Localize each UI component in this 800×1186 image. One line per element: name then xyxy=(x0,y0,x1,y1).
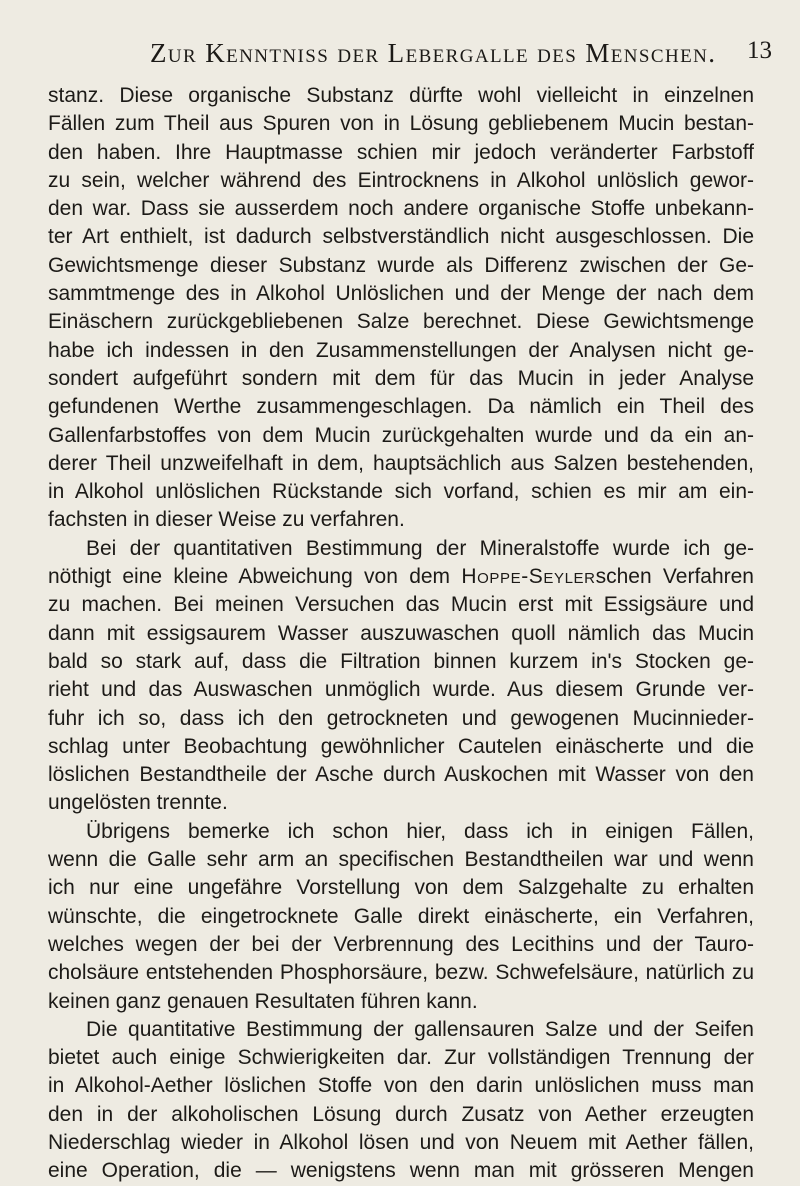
text-line: rieht und das Auswaschen unmöglich wurde. Aus diesem Grunde ver- xyxy=(48,678,754,702)
text-line: in Alkohol-Aether löslichen Stoffe von den darin unlöslichen muss man xyxy=(48,1074,754,1098)
text-line: gefundenen Werthe zusammengeschlagen. Da nämlich ein Theil des xyxy=(48,395,754,419)
text-line: wenn die Galle sehr arm an specifischen Bestandtheilen war und wenn xyxy=(48,848,754,872)
text-line: bietet auch einige Schwierigkeiten dar. Zur vollständigen Trennung der xyxy=(48,1046,754,1070)
text-line: fuhr ich so, dass ich den getrockneten und gewogenen Mucinnieder- xyxy=(48,706,754,730)
text-line: wünschte, die eingetrocknete Galle direkt einäscherte, ein Verfahren, xyxy=(48,904,754,928)
text-line: in Alkohol unlöslichen Rückstande sich vorfand, schien es mir am ein- xyxy=(48,480,754,504)
text-line: ter Art enthielt, ist dadurch selbstverständlich nicht ausgeschlossen. Die xyxy=(48,225,754,249)
text-line: zu machen. Bei meinen Versuchen das Mucin erst mit Essigsäure und xyxy=(48,593,754,617)
text-line: Gallenfarbstoffes von dem Mucin zurückgehalten wurde und da ein an- xyxy=(48,423,754,447)
text-line: welches wegen der bei der Verbrennung des Lecithins und der Tauro- xyxy=(48,932,754,956)
text-line: nöthigt eine kleine Abweichung von dem Hoppe-Seylerschen Verfahren xyxy=(48,565,754,589)
text-line: schlag unter Beobachtung gewöhnlicher Cautelen einäscherte und die xyxy=(48,734,754,758)
body-text xyxy=(48,82,754,1186)
text-line: cholsäure entstehenden Phosphorsäure, bezw. Schwefelsäure, natürlich zu xyxy=(48,961,754,985)
text-line: Übrigens bemerke ich schon hier, dass ich in einigen Fällen, xyxy=(86,819,754,843)
text-line: den in der alkoholischen Lösung durch Zusatz von Aether erzeugten xyxy=(48,1102,754,1126)
text-line: Niederschlag wieder in Alkohol lösen und von Neuem mit Aether fällen, xyxy=(48,1130,754,1154)
text-line: keinen ganz genauen Resultaten führen kann. xyxy=(48,989,478,1013)
text-line: Die quantitative Bestimmung der gallensauren Salze und der Seifen xyxy=(86,1017,754,1041)
text-line: Einäschern zurückgebliebenen Salze berechnet. Diese Gewichtsmenge xyxy=(48,310,754,334)
author-name-small-caps: Hoppe-Seyler xyxy=(461,565,596,589)
text-line: den haben. Ihre Hauptmasse schien mir jedoch veränderter Farbstoff xyxy=(48,140,754,164)
text-line: Bei der quantitativen Bestimmung der Mineralstoffe wurde ich ge- xyxy=(86,536,754,560)
text-line: bald so stark auf, dass die Filtration binnen kurzem in's Stocken ge- xyxy=(48,649,754,673)
text-line: habe ich indessen in den Zusammenstellungen der Analysen nicht ge- xyxy=(48,338,754,362)
text-line: sondert aufgeführt sondern mit dem für das Mucin in jeder Analyse xyxy=(48,366,754,390)
text-line: derer Theil unzweifelhaft in dem, hauptsächlich aus Salzen bestehenden, xyxy=(48,451,754,475)
text-line: fachsten in dieser Weise zu verfahren. xyxy=(48,508,405,532)
text-line: Fällen zum Theil aus Spuren von in Lösung gebliebenem Mucin bestan- xyxy=(48,112,754,136)
text-line: sammtmenge des in Alkohol Unlöslichen und der Menge der nach dem xyxy=(48,282,754,306)
text-line: ich nur eine ungefähre Vorstellung von dem Salzgehalte zu erhalten xyxy=(48,876,754,900)
running-head: Zur Kenntniss der Lebergalle des Menschen. xyxy=(150,38,717,68)
text-line: zu sein, welcher während des Eintrocknens in Alkohol unlöslich gewor- xyxy=(48,168,754,192)
text-line: den war. Dass sie ausserdem noch andere organische Stoffe unbekann- xyxy=(48,197,754,221)
text-line: ungelösten trennte. xyxy=(48,791,228,815)
text-line: Gewichtsmenge dieser Substanz wurde als Differenz zwischen der Ge- xyxy=(48,253,754,277)
page-number: 13 xyxy=(747,37,772,64)
text-line: dann mit essigsaurem Wasser auszuwaschen quoll nämlich das Mucin xyxy=(48,621,754,645)
text-line: löslichen Bestandtheile der Asche durch Auskochen mit Wasser von den xyxy=(48,763,754,787)
text-line: eine Operation, die — wenigstens wenn man mit grösseren Mengen xyxy=(48,1159,754,1183)
text-line: stanz. Diese organische Substanz dürfte wohl vielleicht in einzelnen xyxy=(48,84,754,107)
